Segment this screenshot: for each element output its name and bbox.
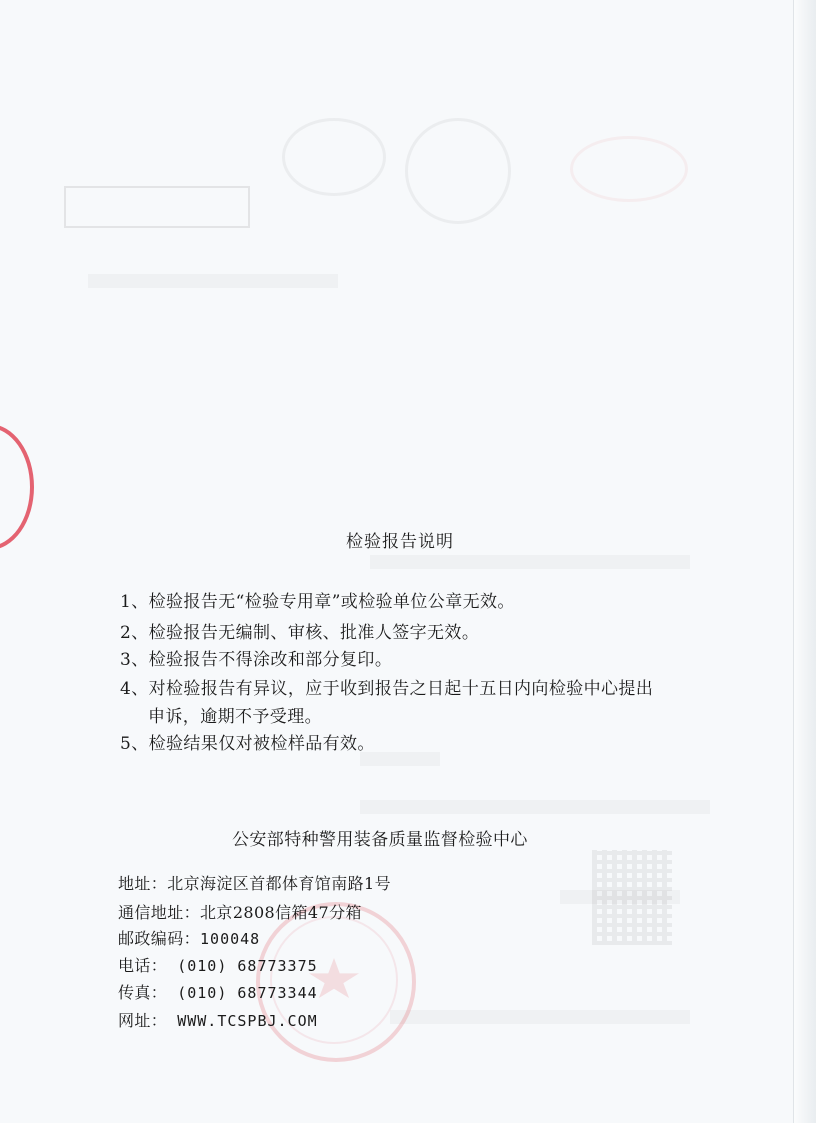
red-seal-bottom [256, 902, 416, 1062]
fax-value: (010) 68773344 [177, 984, 318, 1002]
mail-value: 北京2808信箱47分箱 [200, 903, 362, 922]
ghost-line [390, 1010, 690, 1024]
fax-line [118, 985, 318, 1001]
ghost-line [360, 752, 440, 766]
postcode-label: 邮政编码： [118, 929, 201, 948]
ghost-line [360, 800, 710, 814]
red-seal-left [0, 424, 34, 550]
ghost-logo-cma [570, 136, 688, 202]
ghost-line [370, 555, 690, 569]
phone-label: 电话： [118, 956, 168, 975]
postcode-line [118, 931, 260, 947]
website-value[interactable]: WWW.TCSPBJ.COM [177, 1012, 318, 1030]
page-edge [793, 0, 816, 1123]
notice-title: 检验报告说明 [346, 532, 454, 552]
mail-line [118, 905, 362, 921]
address-value: 北京海淀区首都体育馆南路1号 [167, 874, 391, 893]
website-label: 网址： [118, 1011, 168, 1030]
notice-item-4-continued: 申诉，逾期不予受理。 [148, 707, 322, 727]
notice-item-4: 4、对检验报告有异议，应于收到报告之日起十五日内向检验中心提出 [120, 679, 654, 699]
notice-item-5: 5、检验结果仅对被检样品有效。 [120, 734, 375, 754]
notice-item-2: 2、检验报告无编制、审核、批准人签字无效。 [120, 623, 480, 643]
ghost-qr [592, 850, 672, 945]
postcode-value: 100048 [200, 930, 261, 948]
ghost-line [88, 274, 338, 288]
ghost-box [64, 186, 250, 228]
address-line [118, 876, 391, 892]
phone-line [118, 958, 318, 974]
notice-item-3: 3、检验报告不得涂改和部分复印。 [120, 650, 393, 670]
mail-label: 通信地址： [118, 903, 201, 922]
ghost-logo-ilac [405, 118, 511, 224]
phone-value: (010) 68773375 [177, 957, 318, 975]
ghost-logo-cnas [282, 118, 386, 196]
fax-label: 传真： [118, 983, 168, 1002]
address-label: 地址： [118, 874, 168, 893]
website-line [118, 1013, 318, 1029]
notice-item-1: 1、检验报告无“检验专用章”或检验单位公章无效。 [120, 592, 515, 612]
organization-name: 公安部特种警用装备质量监督检验中心 [232, 830, 528, 850]
